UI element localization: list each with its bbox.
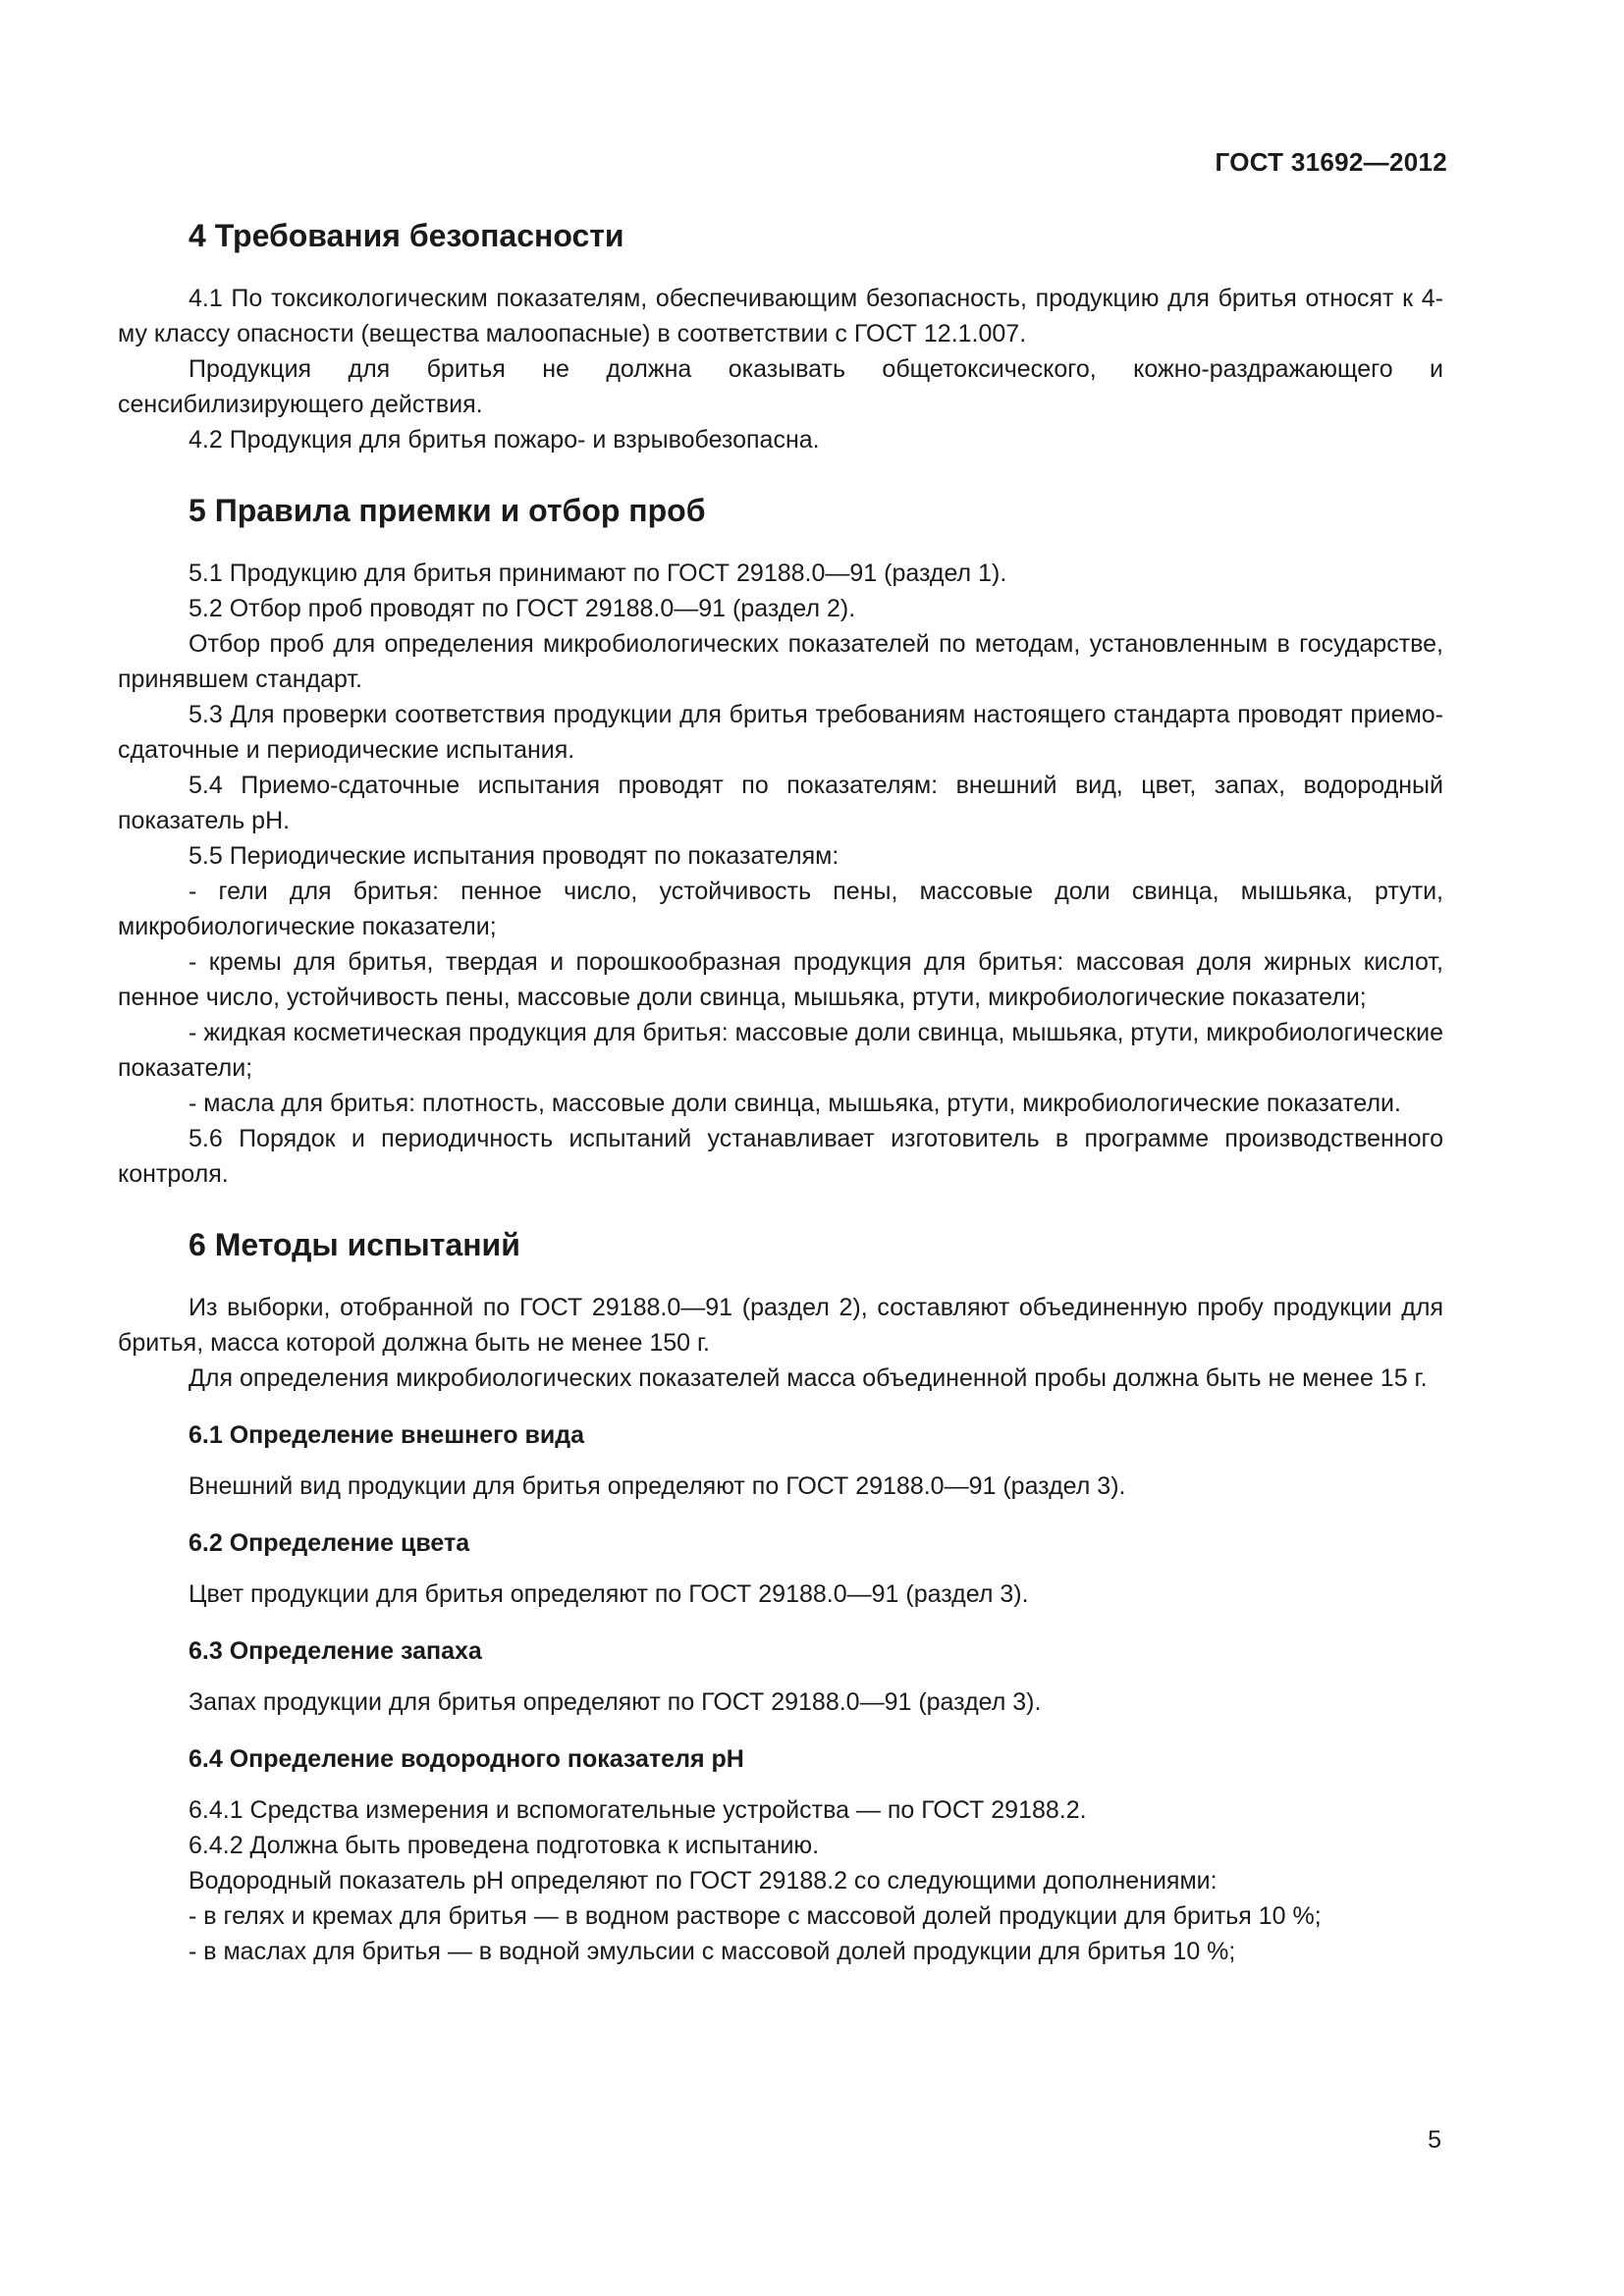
list-item-liquid-products: - жидкая косметическая продукция для бритья: массовые доли свинца, мышьяка, ртути, микробиологические показатели; bbox=[118, 1019, 1443, 1082]
paragraph-6-3: Запах продукции для бритья определяют по ГОСТ 29188.0—91 (раздел 3). bbox=[189, 1688, 1042, 1716]
subsection-6-4-heading: 6.4 Определение водородного показателя pH bbox=[189, 1745, 744, 1773]
subsection-6-3-heading: 6.3 Определение запаха bbox=[189, 1637, 482, 1665]
section-4-heading: 4 Требования безопасности bbox=[189, 218, 624, 253]
document-code-header: ГОСТ 31692—2012 bbox=[1215, 147, 1447, 177]
subsection-6-1-heading: 6.1 Определение внешнего вида bbox=[189, 1421, 584, 1449]
section-5-heading: 5 Правила приемки и отбор проб bbox=[189, 493, 706, 528]
paragraph-4-1-continued: Продукция для бритья не должна оказывать общетоксического, кожно-раздражающего и сенсибилизирующего действия. bbox=[118, 355, 1443, 418]
section-6-heading: 6 Методы испытаний bbox=[189, 1227, 520, 1262]
list-item-creams: - кремы для бритья, твердая и порошкообразная продукция для бритья: массовая доля жирных кислот, пенное число, устойчивость пены, массовые доли свинца, мышьяка, ртути, микробиологические показатели; bbox=[118, 948, 1443, 1011]
list-item-gels-creams-ph: - в гелях и кремах для бритья — в водном растворе с массовой долей продукции для бритья 10 %; bbox=[189, 1902, 1322, 1930]
paragraph-5-6: 5.6 Порядок и периодичность испытаний устанавливает изготовитель в программе производственного контроля. bbox=[118, 1125, 1443, 1188]
paragraph-5-2: 5.2 Отбор проб проводят по ГОСТ 29188.0—91 (раздел 2). bbox=[189, 595, 856, 622]
paragraph-6-4-1: 6.4.1 Средства измерения и вспомогательные устройства — по ГОСТ 29188.2. bbox=[189, 1796, 1087, 1824]
subsection-6-2-heading: 6.2 Определение цвета bbox=[189, 1529, 470, 1557]
paragraph-6-intro-continued: Для определения микробиологических показателей масса объединенной пробы должна быть не менее 15 г. bbox=[189, 1364, 1428, 1392]
list-item-oils: - масла для бритья: плотность, массовые доли свинца, мышьяка, ртути, микробиологические показатели. bbox=[189, 1090, 1401, 1117]
paragraph-5-4: 5.4 Приемо-сдаточные испытания проводят по показателям: внешний вид, цвет, запах, водородный показатель pH. bbox=[118, 772, 1443, 834]
paragraph-6-4-2-continued: Водородный показатель pH определяют по ГОСТ 29188.2 со следующими дополнениями: bbox=[189, 1867, 1218, 1895]
paragraph-4-2: 4.2 Продукция для бритья пожаро- и взрывобезопасна. bbox=[189, 426, 820, 454]
paragraph-5-3: 5.3 Для проверки соответствия продукции для бритья требованиям настоящего стандарта проводят приемо-сдаточные и периодические испытания. bbox=[118, 701, 1443, 764]
paragraph-6-4-2: 6.4.2 Должна быть проведена подготовка к испытанию. bbox=[189, 1832, 820, 1859]
paragraph-5-1: 5.1 Продукцию для бритья принимают по ГОСТ 29188.0—91 (раздел 1). bbox=[189, 560, 1007, 587]
paragraph-5-5: 5.5 Периодические испытания проводят по показателям: bbox=[189, 842, 839, 870]
paragraph-6-intro: Из выборки, отобранной по ГОСТ 29188.0—91 (раздел 2), составляют объединенную пробу продукции для бритья, масса которой должна быть не менее 150 г. bbox=[118, 1294, 1443, 1357]
paragraph-4-1: 4.1 По токсикологическим показателям, обеспечивающим безопасность, продукцию для бритья относят к 4-му классу опасности (вещества малоопасные) в соответствии с ГОСТ 12.1.007. bbox=[118, 285, 1443, 347]
page-number: 5 bbox=[1428, 2126, 1441, 2154]
paragraph-6-1: Внешний вид продукции для бритья определяют по ГОСТ 29188.0—91 (раздел 3). bbox=[189, 1472, 1126, 1500]
list-item-oils-ph: - в маслах для бритья — в водной эмульсии с массовой долей продукции для бритья 10 %; bbox=[189, 1938, 1236, 1965]
paragraph-5-2-continued: Отбор проб для определения микробиологических показателей по методам, установленным в государстве, принявшем стандарт. bbox=[118, 630, 1443, 693]
paragraph-6-2: Цвет продукции для бритья определяют по ГОСТ 29188.0—91 (раздел 3). bbox=[189, 1580, 1029, 1608]
list-item-gels: - гели для бритья: пенное число, устойчивость пены, массовые доли свинца, мышьяка, ртути, микробиологические показатели; bbox=[118, 878, 1443, 940]
document-body bbox=[118, 216, 1443, 1969]
